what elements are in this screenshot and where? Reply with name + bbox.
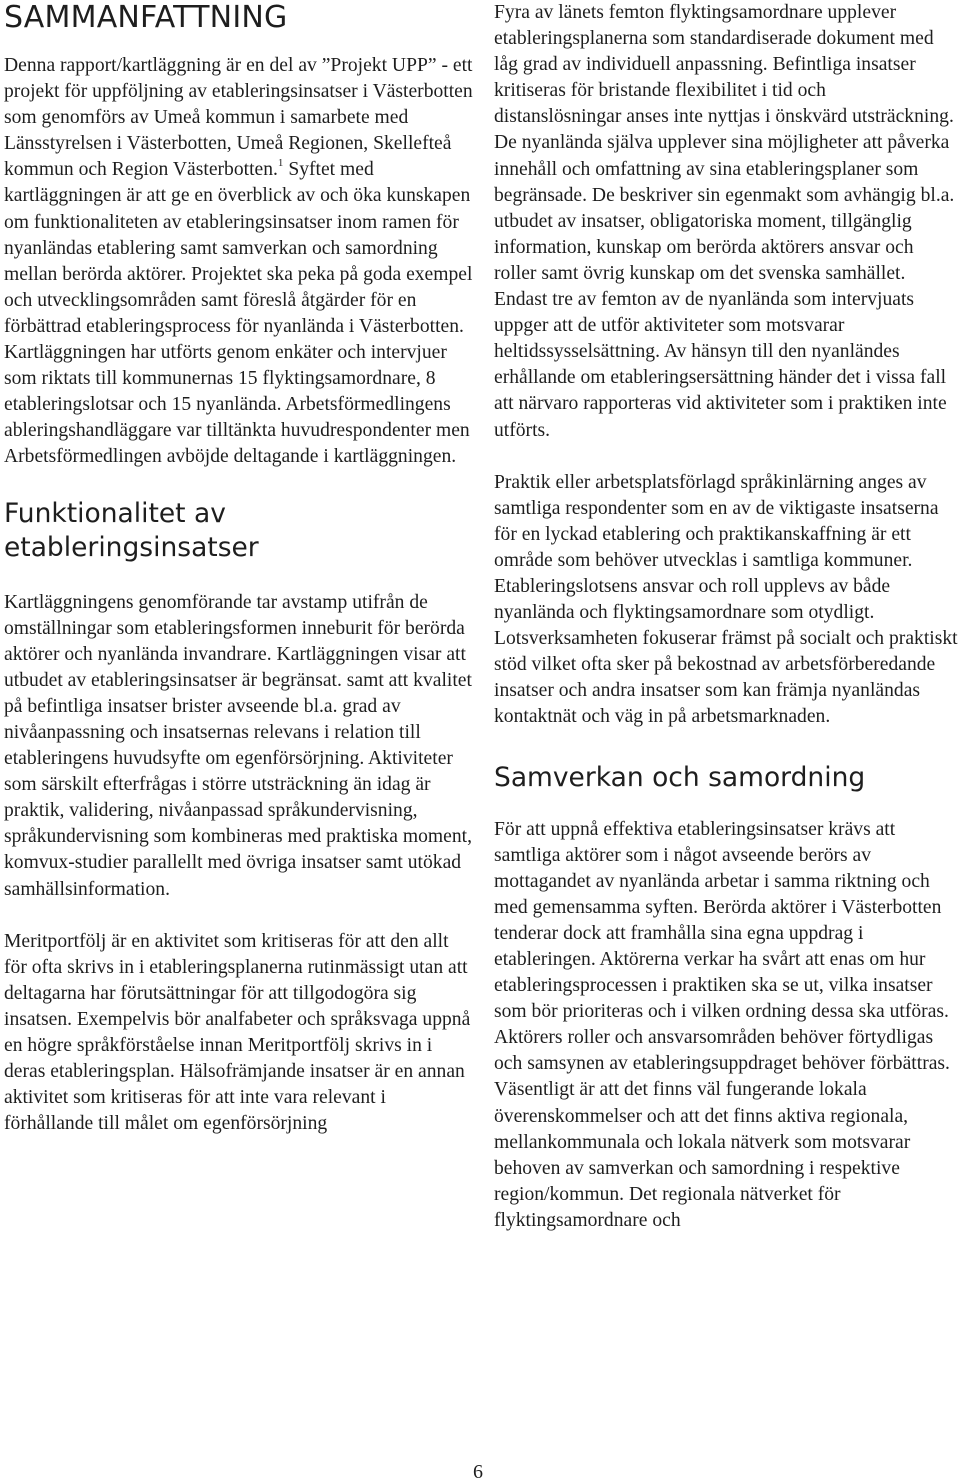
- page-title: SAMMANFATTNING: [4, 0, 288, 35]
- spacer: [4, 903, 474, 929]
- spacer: [494, 731, 958, 761]
- meritportfolj-paragraph: Meritportfölj är en aktivitet som kritiseras för att den allt för ofta skrivs in i etableringsplanerna rutinmässigt utan att deltagarna har förutsättningar för att tillgodogöra sig insatsen. Exempelvis bör analfabeter och språksvaga uppnå en högre språkförståelse innan Meritportfölj skrivs in i deras etableringsplan. Hälsofrämjande insatser är en annan aktivitet som kritiseras för att inte vara relevant i förhållande till målet om egenförsörjning: [4, 930, 471, 1135]
- page-number: 6: [473, 1461, 483, 1483]
- spacer: [4, 471, 474, 497]
- section-heading-funktionalitet: Funktionalitet av etableringsinsatser: [4, 497, 259, 563]
- praktik-paragraph: Praktik eller arbetsplatsförlagd språkinlärning anges av samtliga respondenter som en av de viktigaste insatserna för en lyckad etablering och praktikanskaffning är ett område som behöver utvecklas i samtliga kommuner. Etableringslotsens ansvar och roll upplevs av både nyanlända och flyktingsamordnare som otydligt. Lotsverksamheten fokuserar främst på socialt och praktiskt stöd vilket ofta sker på bekostnad av arbetsförberedande insatser och andra insatser som kan främja nyanländas kontaktnät och väg in på arbetsmarknaden.: [494, 471, 958, 728]
- spacer: [494, 795, 958, 817]
- left-column: [4, 0, 474, 1137]
- spacer: [4, 565, 474, 590]
- right-column: [494, 0, 958, 1234]
- samverkan-paragraph: För att uppnå effektiva etableringsinsatser krävs att samtliga aktörer som i något avseende berörs av mottagandet av nyanlända arbetar i samma riktning och med gemensamma syften. Berörda aktörer i Västerbotten tenderar dock att framhålla sina egna uppdrag i etableringen. Aktörerna verkar ha svårt att enas om hur etableringsprocessen i praktiken ska se ut, vilka insatser som bör prioriteras och i vilken ordning dessa ska utföras. Aktörers roller och ansvarsområden behöver förtydligas och samsynen av etableringsuppdraget behöver förbättras. Väsentligt är att det finns väl fungerande lokala överenskommelser och att det finns aktiva regionala, mellankommunala och lokala nätverk som motsvarar behoven av samverkan och samordning i respektive region/kommun. Det regionala nätverket för flyktingsamordnare och: [494, 818, 950, 1231]
- etableringsplaner-paragraph: Fyra av länets femton flyktingsamordnare upplever etableringsplanerna som standardiserade dokument med låg grad av individuell anpassning. Befintliga insatser kritiseras för bristande flexibilitet i tid och distanslösningar anses inte nyttjas i önskvärd utsträckning. De nyanlända själva upplever sina möjligheter att påverka innehåll och omfattning av sina etableringsplaner som begränsade. De beskriver sin egenmakt som avhängig bl.a. utbudet av insatser, obligatoriska moment, tillgänglig information, kunskap om berörda aktörers ansvar och roller samt övrig kunskap om det svenska samhället. Endast tre av femton av de nyanlända som intervjuats uppger att de utför aktiviteter som motsvarar heltidssysselsättning. Av hänsyn till den nyanländes erhållande om etableringsersättning händer det i vissa fall att närvaro rapporteras vid aktiviteter som i praktiken inte utförts.: [494, 2, 955, 441]
- intro-text-a: Denna rapport/kartläggning är en del av ”Projekt UPP” - ett projekt för uppföljning av etableringsinsatser i Västerbotten som genomförs av Umeå kommun i samarbete med Länsstyrelsen i Västerbotten, Umeå Regionen, Skellefteå kommun och Region Västerbotten.: [4, 55, 473, 181]
- section-heading-samverkan: Samverkan och samordning: [494, 761, 866, 793]
- spacer: [494, 444, 958, 470]
- footnote-ref: 1: [277, 157, 284, 170]
- intro-text-b: Syftet med kartläggningen är att ge en överblick av och öka kunskapen om funktionaliteten av etableringsinsatser inom ramen för nyanländas etablering samt samverkan och samordning mellan berörda aktörer. Projektet ska peka på goda exempel och utvecklingsområden samt föreslå åtgärder för en förbättrad etableringsprocess för nyanlända i Västerbotten. Kartläggningen har utförts genom enkäter och intervjuer som riktats till kommunernas 15 flyktingsamordnare, 8 etableringslotsar och 15 nyanlända. Arbetsförmedlingens ableringshandläggare var tilltänkta huvudrespondenter men Arbetsförmedlingen avböjde deltagande i kartläggningen.: [4, 159, 473, 468]
- intro-paragraph: [4, 53, 474, 471]
- funktionalitet-paragraph: Kartläggningens genomförande tar avstamp utifrån de omställningar som etableringsformen inneburit för berörda aktörer och nyanlända invandrare. Kartläggningen visar att utbudet av etableringsinsatser är begränsat. samt att kvalitet på befintliga insatser brister avseende bl.a. grad av nivåanpassning och insatsernas relevans i relation till etableringens huvudsyfte om egenförsörjning. Aktiviteter som särskilt efterfrågas i större utsträckning än idag är praktik, validering, nivåanpassad språkundervisning, språkundervisning som kombineras med praktiska moment, komvux-studier parallellt med övriga insatser samt utökad samhällsinformation.: [4, 591, 472, 900]
